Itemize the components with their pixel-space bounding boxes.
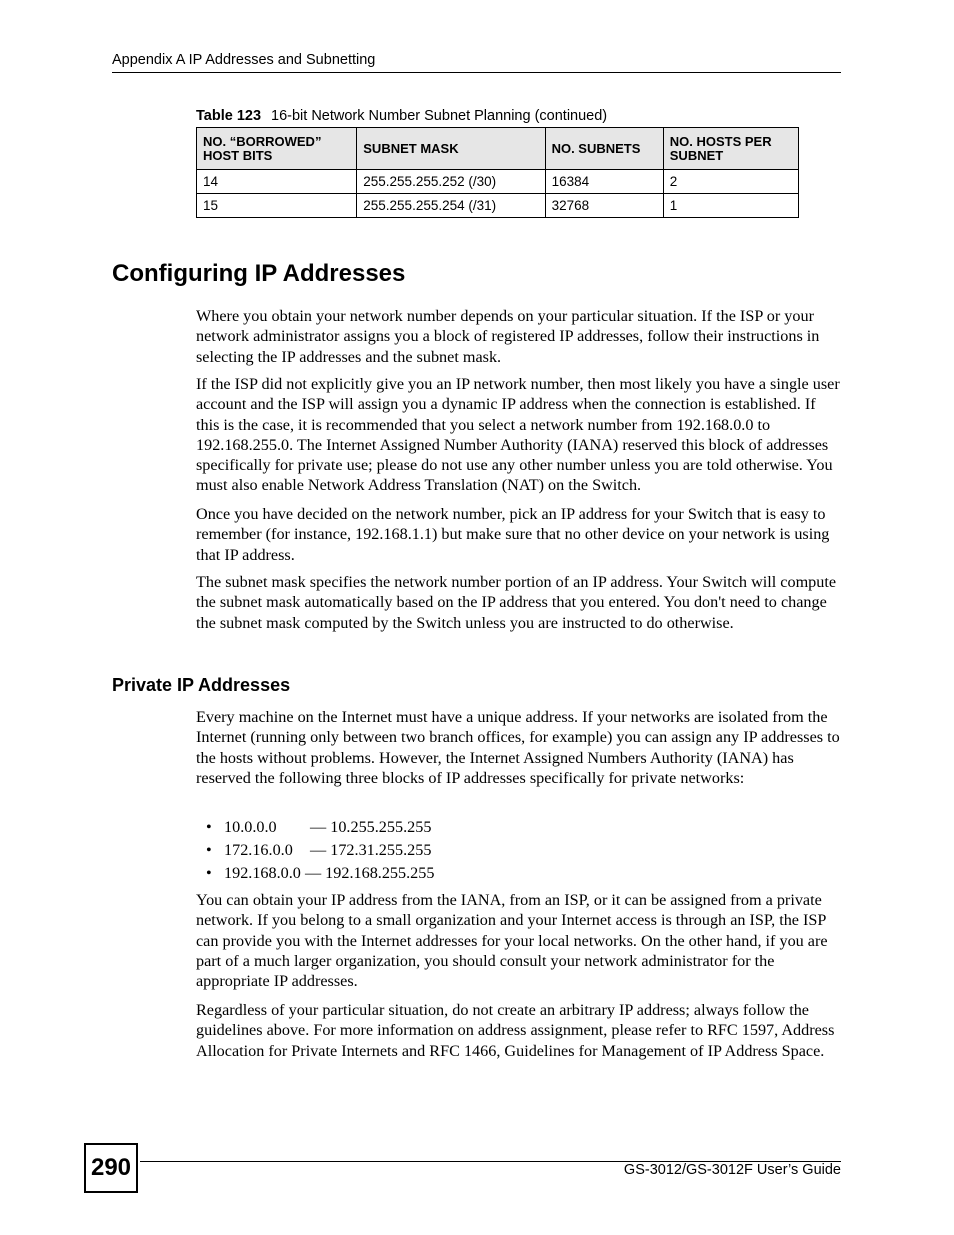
section-title: Configuring IP Addresses <box>112 260 406 287</box>
table-header-row <box>197 128 799 170</box>
guide-title: GS-3012/GS-3012F User’s Guide <box>623 1162 841 1178</box>
header-divider <box>112 72 841 73</box>
bullet-marker: • <box>206 841 212 859</box>
header-borrowed-bits: NO. “BORROWED” HOST BITS <box>197 128 357 170</box>
body-paragraph: Once you have decided on the network number, pick an IP address for your Switch that is easy to remember (for instance, 192.168.1.1) but make sure that no other device on your network is using that IP address. <box>196 505 830 564</box>
header-subnet-mask: SUBNET MASK <box>357 128 545 170</box>
table-caption-text: 16-bit Network Number Subnet Planning (continued) <box>271 108 608 124</box>
table-cell: 14 <box>197 170 357 194</box>
body-paragraph: Regardless of your particular situation, do not create an arbitrary IP address; always follow the guidelines above. For more information on address assignment, please refer to RFC 1597, Address Allocation for Private Internets and RFC 1466, Guidelines for Management of IP Address Space. <box>196 1001 835 1060</box>
subnet-planning-table <box>196 127 799 218</box>
bullet-marker: • <box>206 864 212 882</box>
table-cell: 2 <box>663 170 798 194</box>
running-header: Appendix A IP Addresses and Subnetting <box>112 52 376 68</box>
list-item <box>206 839 434 862</box>
range-end: — 172.31.255.255 <box>310 841 432 859</box>
body-paragraph: If the ISP did not explicitly give you an IP network number, then most likely you have a single user account and the ISP will assign you a dynamic IP address when the connection is established. If this is the case, it is recommended that you select a network number from 192.168.0.0 to 192.168.255.0. The Internet Assigned Number Authority (IANA) reserved this block of addresses specifically for private use; please do not use any other number unless you are told otherwise. You must also enable Network Address Translation (NAT) on the Switch. <box>196 375 840 495</box>
table-cell: 32768 <box>545 194 663 218</box>
table-row <box>197 194 799 218</box>
range-end: — 10.255.255.255 <box>310 818 432 836</box>
table-cell: 1 <box>663 194 798 218</box>
table-cell: 255.255.255.252 (/30) <box>357 170 545 194</box>
list-item <box>206 862 434 885</box>
page-number: 290 <box>84 1143 138 1193</box>
table-cell: 255.255.255.254 (/31) <box>357 194 545 218</box>
private-ip-range-list <box>206 816 434 885</box>
range-start: 192.168.0.0 <box>224 864 301 882</box>
table-cell: 16384 <box>545 170 663 194</box>
table-caption <box>196 108 607 124</box>
header-hosts-per-subnet: NO. HOSTS PER SUBNET <box>663 128 798 170</box>
table-cell: 15 <box>197 194 357 218</box>
range-start: 172.16.0.0 <box>224 841 293 859</box>
body-paragraph: Where you obtain your network number depends on your particular situation. If the ISP or your network administrator assigns you a block of registered IP addresses, follow their instructions in selecting the IP addresses and the subnet mask. <box>196 307 820 366</box>
table-caption-label: Table 123 <box>196 108 262 124</box>
table-row <box>197 170 799 194</box>
body-paragraph: Every machine on the Internet must have a unique address. If your networks are isolated from the Internet (running only between two branch offices, for example) you can assign any IP addresses to the hosts without problems. However, the Internet Assigned Numbers Authority (IANA) has reserved the following three blocks of IP addresses specifically for private networks: <box>196 708 840 787</box>
body-paragraph: The subnet mask specifies the network number portion of an IP address. Your Switch will compute the subnet mask automatically based on the IP address that you entered. You don't need to change the subnet mask computed by the Switch unless you are instructed to do otherwise. <box>196 573 837 632</box>
range-end: — 192.168.255.255 <box>304 864 435 882</box>
subsection-title: Private IP Addresses <box>112 675 291 695</box>
range-start: 10.0.0.0 <box>224 818 277 836</box>
body-paragraph: You can obtain your IP address from the IANA, from an ISP, or it can be assigned from a private network. If you belong to a small organization and your Internet access is through an ISP, the ISP can provide you with the Internet addresses for your local networks. On the other hand, if you are part of a much larger organization, you should consult your network administrator for the appropriate IP addresses. <box>196 891 828 991</box>
bullet-marker: • <box>206 818 212 836</box>
header-no-subnets: NO. SUBNETS <box>545 128 663 170</box>
list-item <box>206 816 434 839</box>
